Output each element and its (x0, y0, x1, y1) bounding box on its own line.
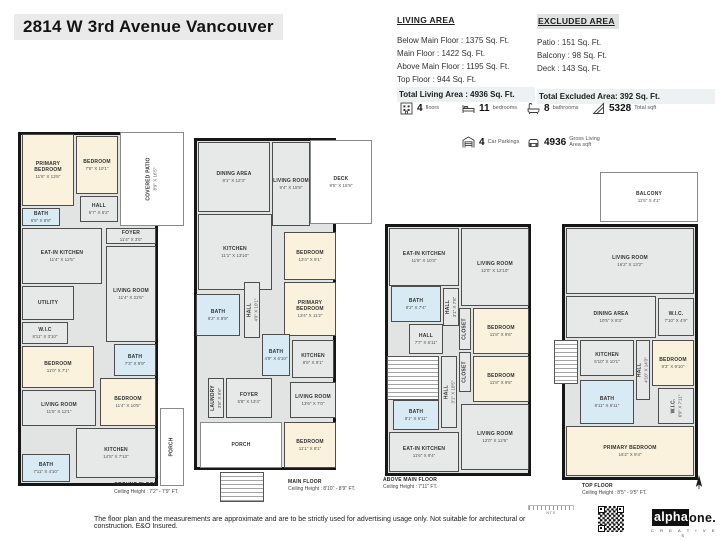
floor-caption-above-main-floor: ABOVE MAIN FLOOR Ceiling Height : 7'11" FT. (383, 477, 438, 490)
room-bath: BATH 8'2" X 7'4" (391, 286, 441, 322)
excluded-area-heading: EXCLUDED AREA (537, 14, 619, 29)
stat-label: floors (425, 104, 440, 111)
living-area-row: Below Main Floor : 1375 Sq. Ft. (397, 36, 510, 45)
room-eat-in-kitchen: EAT-IN KITCHEN 11'6" X 9'4" (389, 432, 459, 472)
room-primary-bedroom: PRIMARY BEDROOM 11'6" X 13'6" (22, 134, 74, 206)
room-bath: BATH 4'9" X 6'10" (262, 334, 290, 376)
room-balcony: BALCONY 11'5" X 4'1" (600, 172, 698, 222)
room-closet: CLOSET (459, 352, 471, 392)
scale-label: NTS (546, 510, 556, 515)
room-bath: BATH 7'3" X 9'9" (114, 344, 156, 376)
room-bedroom: BEDROOM 11'8" X 9'6" (473, 308, 529, 354)
excluded-area-row: Patio : 151 Sq. Ft. (537, 38, 602, 47)
room-living-room: LIVING ROOM 16'2" X 13'2" (566, 228, 694, 294)
floor-plan-ground-floor (14, 128, 188, 490)
floor-caption-top-floor: TOP FLOOR Ceiling Height : 8'5" - 9'5" FT. (582, 483, 647, 496)
room-bath: BATH 7'11" X 4'10" (22, 454, 70, 482)
room-hall: HALL 7'7" X 6'11" (409, 324, 443, 354)
room-porch: PORCH (160, 408, 184, 486)
stairs (387, 356, 439, 400)
room-living-room: LIVING ROOM 9'4" X 15'9" (272, 142, 310, 226)
room-w-i-c: W.I.C. 7'10" X 4'9" (658, 298, 694, 336)
room-living-room: LIVING ROOM 11'5" X 12'1" (22, 390, 96, 426)
brand-subtitle: C R E A T I V E S (650, 528, 718, 538)
stairs (554, 340, 578, 384)
living-area-row: Top Floor : 944 Sq. Ft. (397, 75, 477, 84)
room-laundry: LAUNDRY 3'8" X 9'6" (208, 378, 224, 418)
room-covered-patio: COVERED PATIO 8'9" X 16'5" (120, 132, 184, 226)
brand-alpha: alpha (653, 510, 689, 524)
room-kitchen: KITCHEN 5'10" X 10'1" (580, 340, 634, 376)
stat-value: 8 (544, 102, 550, 114)
room-kitchen: KITCHEN 8'5" X 9'1" (292, 340, 334, 378)
room-eat-in-kitchen: EAT-IN KITCHEN 11'6" X 10'3" (389, 228, 459, 286)
living-area-heading: LIVING AREA (397, 15, 455, 25)
excluded-area-row: Deck : 143 Sq. Ft. (537, 64, 602, 73)
room-bath: BATH 6'5" X 8'8" (22, 208, 60, 226)
room-living-room: LIVING ROOM 11'4" X 22'6" (106, 246, 156, 342)
room-living-room: LIVING ROOM 12'0" X 12'6" (461, 404, 529, 470)
room-utility: UTILITY (22, 286, 74, 320)
floor-plan-above-main-floor (383, 222, 535, 484)
stat-label: bathrooms (552, 104, 579, 111)
floor-plan-main-floor (192, 136, 374, 520)
stat-value: 4 (417, 102, 423, 114)
room-primary-bedroom: PRIMARY BEDROOM 16'2" X 9'4" (566, 426, 694, 476)
room-dining-area: DINING AREA 8'1" X 12'3" (198, 142, 270, 212)
stat-label: Total sqft (634, 104, 657, 111)
room-bedroom: BEDROOM 11'4" X 10'5" (100, 378, 156, 426)
stat-label: Car Parkings (487, 138, 520, 145)
room-hall: HALL 5'7" X 5'2" (80, 196, 118, 222)
stairs (220, 472, 264, 502)
room-bedroom: BEDROOM 11'0" X 7'1" (22, 346, 94, 388)
stat-value: 4936 (544, 136, 567, 148)
room-w-i-c: W.I.C 8'11" X 3'10" (22, 322, 68, 344)
room-primary-bedroom: PRIMARY BEDROOM 13'4" X 11'2" (284, 282, 336, 336)
floor-caption-ground-floor: GROUND FLOOR Ceiling Height : 7'2" - 7'9" FT. (114, 482, 179, 495)
room-bedroom: BEDROOM 9'3" X 9'10" (652, 340, 694, 386)
room-bedroom: BEDROOM 11'1" X 8'1" (284, 422, 336, 468)
room-kitchen: KITCHEN 11'1" X 13'10" (198, 214, 272, 290)
stat-label: bedrooms (492, 104, 518, 111)
disclaimer-text: The floor plan and the measurements are approximate and are to be strictly used for advertising usage only. Not suitable for architectural or construction. E&O Insured. (94, 516, 526, 530)
room-foyer: FOYER 11'4" X 3'5" (106, 228, 156, 244)
living-area-total: Total Living Area : 4936 Sq. Ft. (397, 87, 535, 102)
room-dining-area: DINING AREA 10'5" X 8'3" (566, 296, 656, 338)
room-foyer: FOYER 5'8" X 13'4" (226, 378, 272, 418)
excluded-area-row: Balcony : 98 Sq. Ft. (537, 51, 607, 60)
room-bath: BATH 8'11" X 6'11" (580, 380, 634, 424)
room-bedroom: BEDROOM 7'6" X 10'1" (76, 136, 118, 194)
qr-code (598, 506, 624, 532)
room-hall: HALL 4'10" X 14'3" (636, 340, 650, 400)
room-eat-in-kitchen: EAT-IN KITCHEN 11'4" X 12'5" (22, 228, 102, 284)
stat-value: 11 (479, 102, 490, 114)
brand-logo (650, 509, 718, 538)
stat-label: Gross Living Area sqft (569, 135, 600, 148)
room-bath: BATH 8'1" X 6'11" (393, 400, 439, 430)
living-area-row: Main Floor : 1422 Sq. Ft. (397, 49, 486, 58)
room-bedroom: BEDROOM 13'4" X 9'1" (284, 232, 336, 280)
room-bath: BATH 8'2" X 8'9" (196, 294, 240, 336)
room-kitchen: KITCHEN 14'5" X 7'10" (76, 428, 156, 478)
stat-value: 4 (479, 136, 485, 148)
room-deck: DECK 8'5" X 15'9" (310, 140, 372, 224)
room-closet: CLOSET (459, 308, 471, 350)
room-bedroom: BEDROOM 11'8" X 9'5" (473, 356, 529, 402)
room-hall: HALL 3'1" X 7'8" (443, 288, 459, 326)
living-area-row: Above Main Floor : 1195 Sq. Ft. (397, 62, 510, 71)
excluded-area-total: Total Excluded Area: 392 Sq. Ft. (537, 89, 715, 104)
compass-north-icon (693, 474, 705, 490)
room-living-room: LIVING ROOM 13'6" X 7'0" (290, 382, 336, 418)
room-living-room: LIVING ROOM 12'0" X 12'10" (461, 228, 529, 306)
stat-value: 5328 (609, 102, 632, 114)
page-title: 2814 W 3rd Avenue Vancouver (14, 14, 283, 40)
floor-caption-main-floor: MAIN FLOOR Ceiling Height : 8'10" - 8'9" FT. (288, 479, 356, 492)
brand-one: one. (689, 510, 717, 525)
floor-plan-top-floor (552, 168, 714, 490)
nts-scale (528, 505, 574, 515)
room-hall: HALL 3'1" X 18'5" (441, 356, 457, 428)
room-porch: PORCH (200, 422, 282, 468)
room-hall: HALL 4'9" X 10'1" (244, 282, 260, 338)
room-w-i-c: W.I.C. 6'9" X 7'11" (658, 388, 694, 424)
